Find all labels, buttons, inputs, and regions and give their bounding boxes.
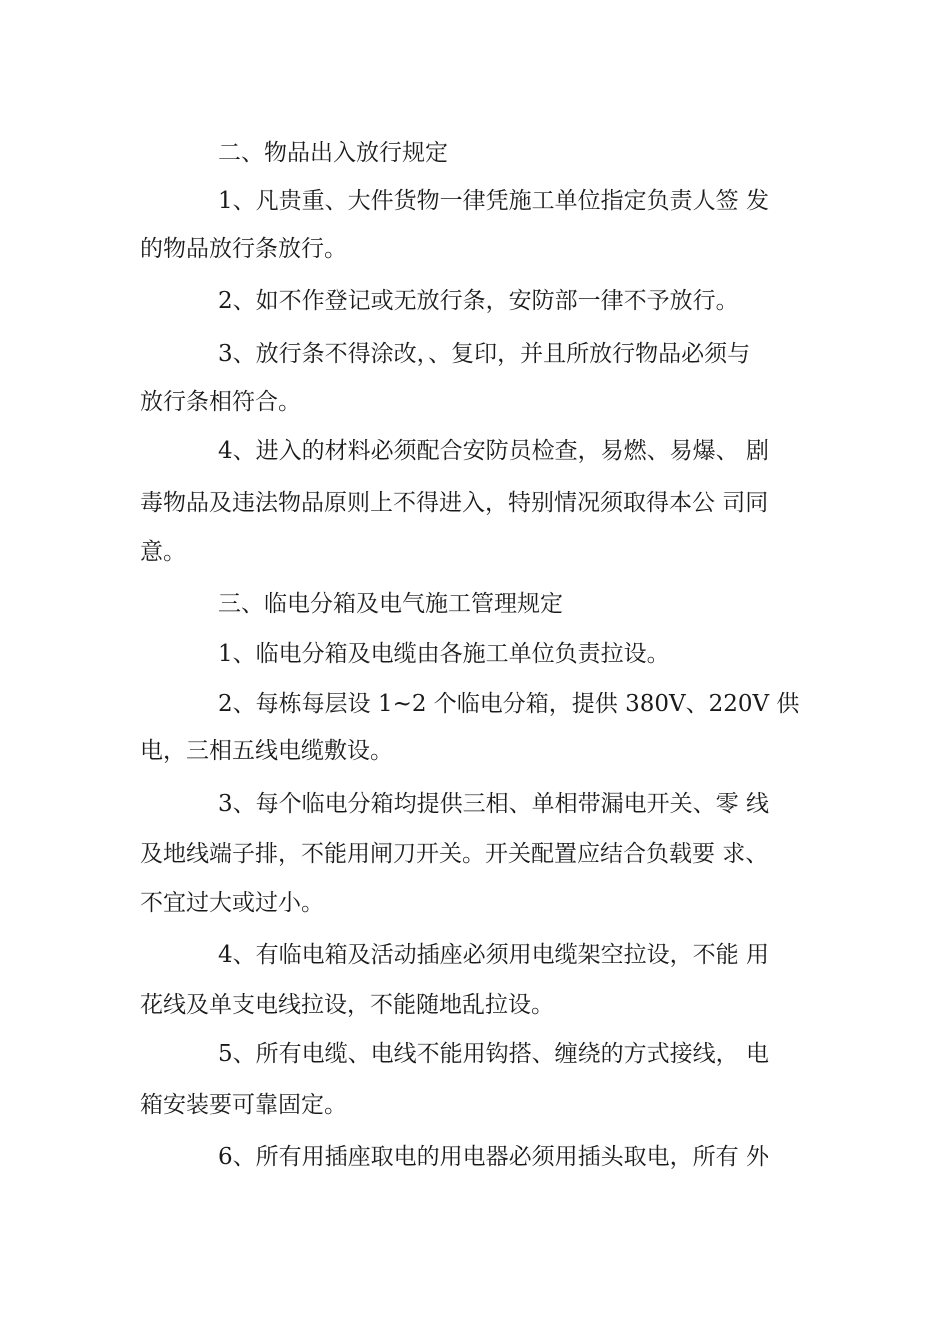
- paragraph-line: 4、有临电箱及活动插座必须用电缆架空拉设，不能 用: [218, 942, 769, 968]
- paragraph-line: 放行条相符合。: [140, 389, 301, 415]
- paragraph-line: 电，三相五线电缆敷设。: [140, 738, 393, 764]
- paragraph-line: 意。: [140, 539, 186, 565]
- paragraph-line: 1、凡贵重、大件货物一律凭施工单位指定负责人签 发: [218, 188, 769, 214]
- paragraph-line: 6、所有用插座取电的用电器必须用插头取电，所有 外: [218, 1144, 769, 1170]
- paragraph-line: 1、临电分箱及电缆由各施工单位负责拉设。: [218, 641, 670, 667]
- paragraph-line: 不宜过大或过小。: [140, 890, 324, 916]
- paragraph-line: 花线及单支电线拉设，不能随地乱拉设。: [140, 992, 554, 1018]
- paragraph-line: 3、放行条不得涂改，、复印，并且所放行物品必须与: [218, 341, 751, 367]
- section-heading-electrical: 三、临电分箱及电气施工管理规定: [218, 591, 563, 617]
- paragraph-line: 2、每栋每层设 1~2 个临电分箱，提供 380V、220V 供: [218, 691, 800, 717]
- paragraph-line: 箱安装要可靠固定。: [140, 1092, 347, 1118]
- paragraph-line: 的物品放行条放行。: [140, 236, 347, 262]
- paragraph-line: 4、进入的材料必须配合安防员检查，易燃、易爆、 剧: [218, 438, 769, 464]
- paragraph-line: 及地线端子排，不能用闸刀开关。开关配置应结合负载要 求、: [140, 841, 769, 867]
- section-heading-item-release: 二、物品出入放行规定: [218, 140, 448, 166]
- paragraph-line: 5、所有电缆、电线不能用钩搭、缠绕的方式接线， 电: [218, 1041, 769, 1067]
- paragraph-line: 3、每个临电分箱均提供三相、单相带漏电开关、零 线: [218, 791, 769, 817]
- paragraph-line: 毒物品及违法物品原则上不得进入，特别情况须取得本公 司同: [140, 490, 769, 516]
- paragraph-line: 2、如不作登记或无放行条，安防部一律不予放行。: [218, 288, 739, 314]
